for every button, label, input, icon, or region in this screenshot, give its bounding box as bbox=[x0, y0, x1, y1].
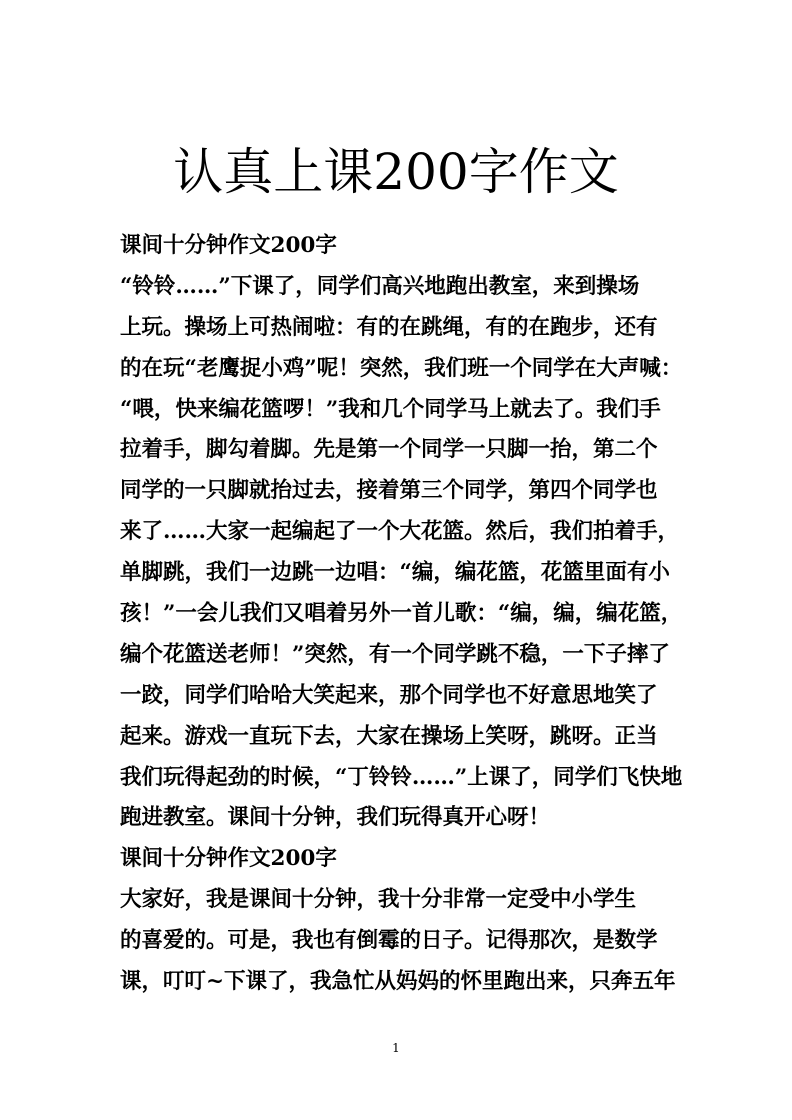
paragraph-line: 课，叮叮~下课了，我急忙从妈妈的怀里跑出来，只奔五年 bbox=[120, 969, 676, 995]
paragraph-line: 拉着手，脚勾着脚。先是第一个同学一只脚一抬，第二个 bbox=[120, 437, 658, 463]
paragraph-line: 我们玩得起劲的时候，“丁铃铃……”上课了，同学们飞快地 bbox=[120, 764, 683, 790]
paragraph-line: “喂，快来编花篮啰！”我和几个同学马上就去了。我们手 bbox=[120, 396, 661, 422]
paragraph-line: 跑进教室。课间十分钟，我们玩得真开心呀！ bbox=[120, 805, 551, 831]
paragraph-line: 起来。游戏一直玩下去，大家在操场上笑呀，跳呀。正当 bbox=[120, 723, 658, 749]
page-number: 1 bbox=[392, 1041, 400, 1055]
document-title: 认真上课200字作文 bbox=[173, 143, 619, 201]
paragraph-line: 同学的一只脚就抬过去，接着第三个同学，第四个同学也 bbox=[120, 478, 658, 504]
paragraph-line: 上玩。操场上可热闹啦：有的在跳绳，有的在跑步，还有 bbox=[120, 314, 658, 340]
paragraph-line: 孩！”一会儿我们又唱着另外一首儿歌：“编，编，编花篮， bbox=[120, 601, 683, 627]
section-heading: 课间十分钟作文200字 bbox=[120, 846, 337, 872]
paragraph-line: 大家好，我是课间十分钟，我十分非常一定受中小学生 bbox=[120, 887, 637, 913]
paragraph-line: 一跤，同学们哈哈大笑起来，那个同学也不好意思地笑了 bbox=[120, 682, 658, 708]
paragraph-line: 的喜爱的。可是，我也有倒霉的日子。记得那次，是数学 bbox=[120, 928, 658, 954]
section-heading: 课间十分钟作文200字 bbox=[120, 233, 337, 258]
paragraph-line: 编个花篮送老师！”突然，有一个同学跳不稳，一下子摔了 bbox=[120, 641, 670, 667]
essay-body bbox=[120, 226, 683, 1003]
paragraph-line: 单脚跳，我们一边跳一边唱：“编，编花篮，花篮里面有小 bbox=[120, 560, 670, 586]
paragraph-line: 来了……大家一起编起了一个大花篮。然后，我们拍着手， bbox=[120, 519, 680, 545]
paragraph-line: 的在玩“老鹰捉小鸡”呢！突然，我们班一个同学在大声喊： bbox=[120, 355, 683, 381]
paragraph-line: “铃铃……”下课了，同学们高兴地跑出教室，来到操场 bbox=[120, 273, 640, 299]
